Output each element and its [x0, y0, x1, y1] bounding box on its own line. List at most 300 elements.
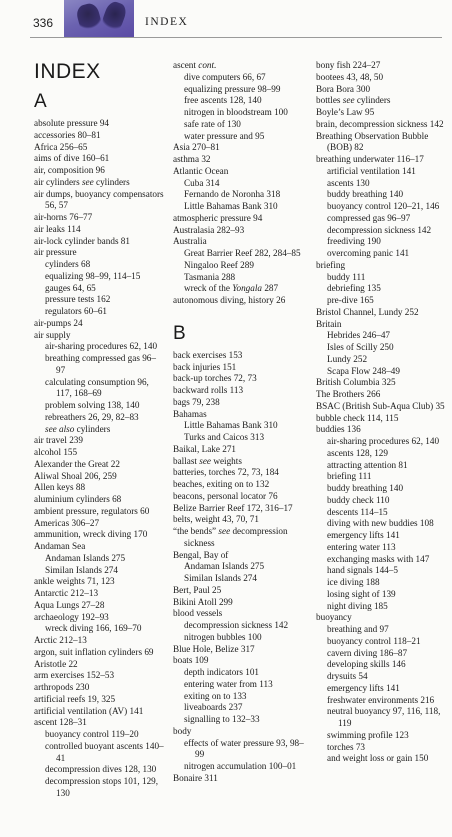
index-entry	[34, 659, 164, 671]
entry-text: buoyancy control 118–21	[327, 635, 421, 646]
index-subentry	[316, 636, 448, 648]
index-subentry	[316, 518, 448, 530]
index-entry	[173, 550, 309, 562]
entry-text: cylinders	[93, 176, 130, 187]
index-entry	[34, 600, 164, 612]
entry-text: Little Bahamas Bank 310	[184, 201, 278, 211]
entry-text: Atlantic Ocean	[173, 165, 229, 176]
entry-text: water pressure and 95	[184, 130, 265, 141]
entry-italic-text: see also	[45, 423, 75, 434]
entry-italic-text: see	[81, 176, 94, 187]
index-entry	[34, 153, 164, 165]
index-entry	[34, 647, 164, 659]
index-subentry	[316, 178, 448, 190]
running-title: INDEX	[145, 16, 189, 28]
entry-text: Andaman Islands 275	[184, 561, 265, 572]
index-subentry	[173, 632, 309, 644]
index-subentry	[316, 436, 448, 448]
index-entry	[34, 482, 164, 494]
entry-text: air-sharing procedures 62, 140	[45, 341, 158, 352]
entry-text: air dumps, buoyancy compensators 56, 57	[34, 188, 164, 211]
section-letter-a: A	[34, 91, 47, 112]
entry-text: free ascents 128, 140	[184, 95, 262, 106]
index-entry	[34, 694, 164, 706]
index-entry	[316, 612, 448, 624]
index-entry	[316, 389, 448, 401]
index-subentry	[316, 648, 448, 660]
index-subentry	[316, 742, 448, 754]
index-entry	[173, 60, 309, 72]
index-entry	[173, 514, 309, 526]
entry-text: back-up torches 72, 73	[173, 373, 257, 384]
entry-text: debriefing 135	[327, 283, 381, 294]
index-subentry	[316, 577, 448, 589]
index-entry	[34, 435, 164, 447]
index-subentry	[316, 201, 448, 213]
index-entry	[316, 260, 448, 272]
index-entry	[173, 608, 309, 620]
entry-text: absolute pressure 94	[34, 118, 110, 128]
entry-text: Bert, Paul 25	[173, 584, 222, 595]
index-subentry	[173, 420, 309, 432]
index-entry	[173, 644, 309, 656]
index-entry	[173, 385, 309, 397]
index-subentry	[316, 624, 448, 636]
index-entry	[34, 612, 164, 624]
index-subentry	[173, 283, 309, 295]
entries-column-2b	[173, 350, 309, 785]
index-title: INDEX	[34, 60, 101, 83]
index-subentry	[173, 107, 309, 119]
entry-text: exiting on to 133	[184, 690, 247, 701]
index-entry	[34, 635, 164, 647]
entry-text: nitrogen accumulation 100–01	[184, 761, 297, 771]
entry-text: calculating consumption 96, 117, 168–69	[45, 376, 149, 399]
entry-text: dive computers 66, 67	[184, 71, 266, 82]
index-entry	[173, 526, 309, 550]
entry-text: batteries, torches 72, 73, 184	[173, 467, 279, 478]
index-entry	[34, 471, 164, 483]
index-column-2	[173, 60, 309, 785]
entry-text: alcohol 155	[34, 447, 78, 457]
entry-text: losing sight of 139	[327, 588, 396, 599]
entry-text: and weight loss or gain 150	[327, 753, 429, 764]
index-entry	[173, 166, 309, 178]
index-entry	[316, 377, 448, 389]
entry-text: brain, decompression sickness 142	[316, 118, 444, 129]
entry-text: Bikini Atoll 299	[173, 596, 233, 607]
entry-text: weights	[211, 455, 242, 466]
index-subentry	[173, 679, 309, 691]
entry-text: buddy check 110	[327, 494, 390, 505]
entry-text: breathing and 97	[327, 624, 389, 634]
entry-text: Lundy 252	[327, 353, 368, 364]
index-entry	[316, 60, 448, 72]
entry-text: cavern diving 186–87	[327, 647, 408, 658]
entry-text: Aqua Lungs 27–28	[34, 599, 105, 610]
index-entry	[34, 247, 164, 259]
index-entry	[34, 189, 164, 213]
index-entry	[173, 397, 309, 409]
entry-text: briefing 111	[327, 471, 372, 482]
entry-text: Andaman Islands 275	[45, 552, 126, 563]
entry-text: hand signals 144–5	[327, 565, 398, 576]
index-subentry	[316, 225, 448, 237]
entry-text: breathing underwater 116–17	[316, 154, 424, 164]
entry-italic-text: see	[199, 455, 212, 466]
entry-text: Africa 256–65	[34, 141, 88, 152]
entry-text: air supply	[34, 329, 71, 340]
entry-text: back exercises 153	[173, 349, 243, 360]
index-entry	[34, 518, 164, 530]
index-subentry	[173, 714, 309, 726]
index-entry	[34, 506, 164, 518]
index-subentry	[316, 706, 448, 730]
entry-text: Allen keys 88	[34, 482, 86, 493]
index-entry	[173, 597, 309, 609]
entry-text: Americas 306–27	[34, 517, 100, 528]
entry-text: diving with new buddies 108	[327, 518, 434, 529]
entry-text: air, composition 96	[34, 165, 105, 175]
entry-text: problem solving 138, 140	[45, 400, 140, 410]
entry-text: Britain	[316, 318, 342, 329]
entry-text: emergency lifts 141	[327, 530, 400, 540]
index-entry	[34, 717, 164, 729]
entry-text: body	[173, 725, 192, 736]
entry-text: artificial ventilation (AV) 141	[34, 705, 144, 716]
index-subentry	[316, 189, 448, 201]
index-entry	[34, 541, 164, 553]
index-entry	[34, 212, 164, 224]
index-entry	[316, 119, 448, 131]
entry-text: Asia 270–81	[173, 142, 220, 153]
header-diver-photo	[64, 0, 134, 38]
entry-text: air cylinders	[34, 176, 82, 187]
entry-text: autonomous diving, history 26	[173, 295, 286, 305]
index-subentry	[173, 95, 309, 107]
index-entry	[34, 165, 164, 177]
index-entry	[316, 413, 448, 425]
entry-text: ballast	[173, 455, 200, 466]
index-subentry	[34, 424, 164, 436]
entry-text: Blue Hole, Belize 317	[173, 643, 255, 654]
entry-text: bootees 43, 48, 50	[316, 71, 384, 82]
entry-text: decompression sickness 142	[327, 224, 432, 235]
index-subentry	[173, 189, 309, 201]
entry-text: Antarctic 212–13	[34, 588, 99, 598]
index-subentry	[34, 553, 164, 565]
entry-text: Arctic 212–13	[34, 635, 87, 645]
index-entry	[34, 236, 164, 248]
entry-text: Tasmania 288	[184, 271, 236, 282]
entry-text: entering water from 113	[184, 678, 273, 689]
index-subentry	[316, 601, 448, 613]
entry-text: argon, suit inflation cylinders 69	[34, 646, 154, 657]
entry-text: buoyancy control 120–21, 146	[327, 201, 440, 211]
index-subentry	[173, 260, 309, 272]
entry-text: Andaman Sea	[34, 541, 86, 551]
index-subentry	[173, 561, 309, 573]
entry-text: buddies 136	[316, 424, 361, 435]
entry-text: equalizing pressure 98–99	[184, 83, 281, 94]
entries-column-1	[34, 118, 164, 800]
index-subentry	[34, 764, 164, 776]
index-subentry	[316, 248, 448, 260]
entry-text: Australia	[173, 236, 207, 247]
entry-text: bottles	[316, 95, 343, 106]
entry-text: Australasia 282–93	[173, 224, 245, 235]
entry-text: Isles of Scilly 250	[327, 342, 394, 352]
entry-text: Little Bahamas Bank 310	[184, 420, 278, 431]
entry-text: gauges 64, 65	[45, 282, 96, 293]
index-entry	[173, 225, 309, 237]
entry-text: emergency lifts 141	[327, 682, 400, 693]
entry-text: Breathing Observation Bubble (BOB) 82	[316, 130, 429, 153]
entry-text: swimming profile 123	[327, 729, 409, 740]
entry-text: artificial ventilation 141	[327, 165, 416, 176]
index-entry	[316, 424, 448, 436]
entry-text: briefing	[316, 259, 346, 270]
entry-text: cylinders	[74, 423, 111, 434]
index-subentry	[316, 589, 448, 601]
entry-text: Great Barrier Reef 282, 284–85	[184, 248, 301, 258]
index-subentry	[173, 201, 309, 213]
entry-text: belts, weight 43, 70, 71	[173, 514, 259, 525]
index-subentry	[316, 542, 448, 554]
entry-text: entering water 113	[327, 541, 396, 552]
index-subentry	[34, 353, 164, 377]
index-subentry	[173, 667, 309, 679]
entry-text: pre-dive 165	[327, 295, 374, 305]
index-subentry	[34, 565, 164, 577]
entry-text: rebreathers 26, 29, 82–83	[45, 411, 139, 422]
entry-text: air-pumps 24	[34, 317, 83, 328]
entry-text: blood vessels	[173, 608, 223, 619]
entry-text: freediving 190	[327, 236, 381, 247]
index-subentry	[34, 776, 164, 800]
index-subentry	[316, 272, 448, 284]
entry-text: decompression dives 128, 130	[45, 764, 157, 775]
entry-text: compressed gas 96–97	[327, 212, 411, 223]
index-subentry	[34, 259, 164, 271]
index-subentry	[316, 671, 448, 683]
index-entry	[34, 447, 164, 459]
index-subentry	[173, 131, 309, 143]
index-subentry	[316, 295, 448, 307]
entry-text: Cuba 314	[184, 177, 220, 188]
entry-text: air-lock cylinder bands 81	[34, 235, 130, 246]
entry-text: ascent	[173, 60, 199, 70]
entry-text: Similan Islands 274	[45, 564, 118, 575]
entry-text: cylinders 68	[45, 259, 91, 269]
index-subentry	[173, 691, 309, 703]
section-letter-b: B	[173, 322, 186, 344]
entry-text: ankle weights 71, 123	[34, 576, 115, 587]
entry-italic-text: see	[218, 526, 231, 536]
entry-text: accessories 80–81	[34, 129, 101, 140]
index-entry	[173, 773, 309, 785]
entry-text: 287	[262, 283, 279, 294]
index-subentry	[34, 341, 164, 353]
index-entry	[173, 585, 309, 597]
entry-text: Scapa Flow 248–49	[327, 365, 400, 376]
index-entry	[173, 373, 309, 385]
index-entry	[173, 479, 309, 491]
entry-text: beaches, exiting on to 132	[173, 479, 270, 489]
entry-text: depth indicators 101	[184, 667, 260, 677]
index-subentry	[316, 495, 448, 507]
index-entry	[34, 706, 164, 718]
index-subentry	[316, 507, 448, 519]
entry-text: air-horns 76–77	[34, 212, 93, 222]
index-entry	[173, 213, 309, 225]
entry-text: Hebrides 246–47	[327, 330, 391, 341]
entry-text: BSAC (British Sub-Aqua Club) 35	[316, 400, 445, 411]
entry-text: Bonaire 311	[173, 772, 218, 783]
entry-text: buoyancy control 119–20	[45, 729, 139, 739]
entry-text: decompression sickness 142	[184, 620, 289, 630]
index-subentry	[316, 565, 448, 577]
entry-text: British Columbia 325	[316, 377, 396, 388]
entry-text: buddy 111	[327, 271, 366, 282]
index-subentry	[316, 213, 448, 225]
entry-text: cylinders	[354, 95, 391, 106]
entry-italic-text: see	[342, 95, 355, 106]
index-entry	[316, 307, 448, 319]
entry-text: arthropods 230	[34, 682, 90, 692]
entry-text: liveaboards 237	[184, 702, 243, 713]
index-entry	[316, 84, 448, 96]
index-entry	[173, 295, 309, 307]
entry-text: air-sharing procedures 62, 140	[327, 436, 440, 446]
entry-text: wreck diving 166, 169–70	[45, 623, 142, 634]
index-entry	[34, 224, 164, 236]
index-subentry	[316, 530, 448, 542]
index-entry	[316, 154, 448, 166]
index-subentry	[173, 738, 309, 762]
diver-silhouette-image	[99, 0, 128, 35]
entry-text: “the bends”	[173, 526, 219, 536]
index-subentry	[173, 620, 309, 632]
index-subentry	[316, 166, 448, 178]
entry-text: safe rate of 130	[184, 118, 241, 129]
entry-text: Alexander the Great 22	[34, 458, 120, 469]
entry-text: freshwater environments 216	[327, 694, 435, 705]
entry-text: backward rolls 113	[173, 385, 244, 395]
index-entry	[34, 177, 164, 189]
index-subentry	[316, 366, 448, 378]
entry-italic-text: Yongala	[232, 283, 263, 294]
entry-text: exchanging masks with 147	[327, 553, 430, 564]
entry-italic-text: cont.	[198, 60, 217, 70]
entry-text: asthma 32	[173, 154, 211, 164]
index-entry	[34, 330, 164, 342]
entry-text: bags 79, 238	[173, 396, 220, 407]
entry-text: Belize Barrier Reef 172, 316–17	[173, 502, 293, 513]
entry-text: Bristol Channel, Lundy 252	[316, 306, 419, 317]
entry-text: ambient pressure, regulators 60	[34, 505, 150, 516]
index-subentry	[173, 84, 309, 96]
entry-text: regulators 60–61	[45, 306, 108, 316]
entry-text: equalizing 98–99, 114–15	[45, 270, 141, 281]
index-entry	[34, 318, 164, 330]
entry-text: Aristotle 22	[34, 658, 78, 669]
index-subentry	[316, 683, 448, 695]
index-entry	[173, 456, 309, 468]
index-entry	[173, 503, 309, 515]
entry-text: ascents 128, 129	[327, 447, 388, 458]
index-entry	[316, 131, 448, 155]
index-entry	[34, 682, 164, 694]
index-subentry	[34, 741, 164, 765]
index-subentry	[316, 330, 448, 342]
entry-text: Bahamas	[173, 408, 207, 419]
entry-text: back injuries 151	[173, 361, 237, 372]
entry-text: wreck of the	[184, 283, 233, 294]
entry-text: drysuits 54	[327, 671, 368, 681]
index-entry	[34, 529, 164, 541]
index-subentry	[316, 283, 448, 295]
entry-text: buoyancy	[316, 612, 352, 623]
entry-text: air leaks 114	[34, 223, 81, 234]
index-entry	[34, 588, 164, 600]
entry-text: Turks and Caicos 313	[184, 432, 265, 442]
index-entry	[173, 655, 309, 667]
entry-text: overcoming panic 141	[327, 248, 410, 258]
entry-text: effects of water pressure 93, 98–99	[184, 737, 304, 760]
entry-text: air travel 239	[34, 435, 83, 446]
entry-text: developing skills 146	[327, 659, 406, 670]
entry-text: ice diving 188	[327, 577, 380, 587]
entry-text: attracting attention 81	[327, 459, 408, 470]
index-entry	[316, 107, 448, 119]
entry-text: pressure tests 162	[45, 294, 111, 305]
entries-column-3	[316, 60, 448, 765]
entry-text: aluminium cylinders 68	[34, 494, 122, 504]
index-entry	[34, 118, 164, 130]
index-subentry	[34, 377, 164, 401]
index-subentry	[316, 236, 448, 248]
entry-text: nitrogen bubbles 100	[184, 631, 262, 642]
index-entry	[316, 319, 448, 331]
index-subentry	[34, 729, 164, 741]
index-entry	[34, 494, 164, 506]
index-subentry	[173, 272, 309, 284]
index-entry	[34, 459, 164, 471]
entry-text: buddy breathing 140	[327, 483, 404, 493]
index-column-3	[316, 60, 448, 765]
entry-text: ammunition, wreck diving 170	[34, 529, 148, 540]
entry-text: The Brothers 266	[316, 389, 381, 399]
index-subentry	[173, 702, 309, 714]
entry-text: Baikal, Lake 271	[173, 443, 237, 454]
index-subentry	[316, 460, 448, 472]
entry-text: Bengal, Bay of	[173, 549, 229, 560]
index-subentry	[173, 72, 309, 84]
entry-text: Fernando de Noronha 318	[184, 189, 281, 200]
entry-text: bubble check 114, 115	[316, 412, 399, 423]
index-subentry	[316, 471, 448, 483]
index-subentry	[173, 432, 309, 444]
entry-text: Ningaloo Reef 289	[184, 259, 254, 270]
entry-text: signalling to 132–33	[184, 714, 260, 724]
entry-text: neutral buoyancy 97, 116, 118, 119	[327, 706, 441, 728]
entry-text: Boyle’s Law 95	[316, 107, 375, 117]
index-subentry	[34, 271, 164, 283]
index-subentry	[316, 448, 448, 460]
index-subentry	[34, 623, 164, 635]
index-entry	[34, 142, 164, 154]
